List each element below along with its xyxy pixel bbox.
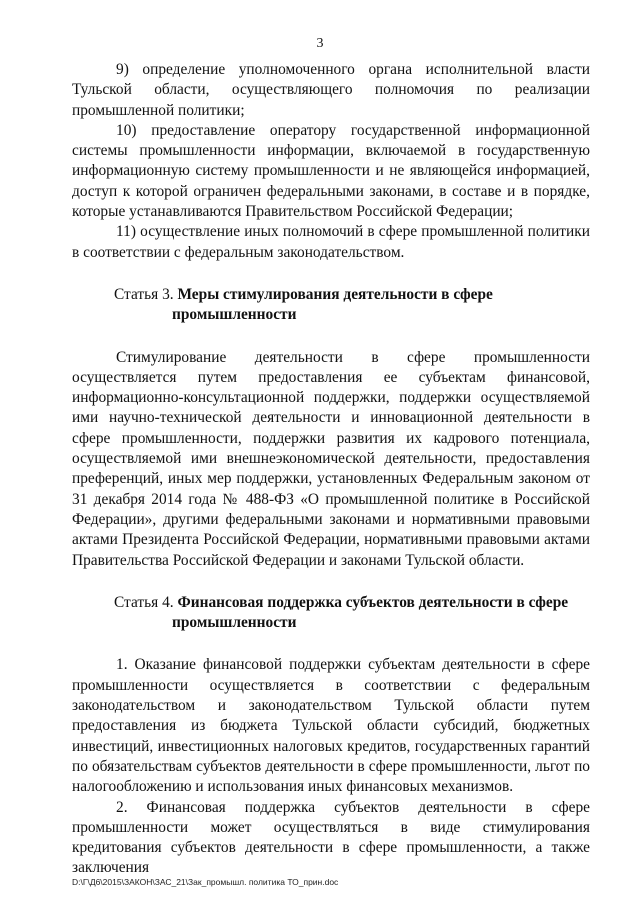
article-4-heading: [72, 593, 590, 634]
list-item: 10) предоставление оператору государственной информационной системы промышленности информации, включаемой в государственную информационную систему промышленности и не являющейся информацией, доступ к которой ограничен федеральными законами, в составе и в порядке, которые устанавливаются Правительством Российской Федерации;: [72, 121, 590, 221]
article-4-paragraph-1: 1. Оказание финансовой поддержки субъектам деятельности в сфере промышленности осуществляется в соответствии с федеральным законодательством и законодательством Тульской области путем предоставления из бюджета Тульской области субсидий, бюджетных инвестиций, инвестиционных налоговых кредитов, государственных гарантий по обязательствам субъектов деятельности в сфере промышленности, льгот по налогообложению и использования иных финансовых механизмов.: [72, 656, 590, 796]
article-4-paragraph-2: 2. Финансовая поддержка субъектов деятельности в сфере промышленности может осуществляться в виде стимулирования кредитования субъектов деятельности в сфере промышленности, а также заключения: [72, 798, 590, 877]
list-item: 11) осуществление иных полномочий в сфере промышленной политики в соответствии с федеральным законодательством.: [72, 223, 590, 261]
article-4-title-cont: промышленности: [172, 614, 297, 632]
article-3-title: Меры стимулирования деятельности в сфере: [177, 285, 493, 303]
list-item: 9) определение уполномоченного органа исполнительной власти Тульской области, осуществляющего полномочия по реализации промышленной политики;: [72, 61, 590, 119]
article-4-prefix: Статья 4.: [114, 593, 174, 611]
article-3-text: Стимулирование деятельности в сфере промышленности осуществляется путем предоставления ее субъектам финансовой, информационно-консультационной поддержки, поддержки осуществляемой ими научно-технической деятельности и инновационной деятельности в сфере промышленности, поддержки развития их кадрового потенциала, осуществляемой ими внешнеэкономической деятельности, предоставления преференций, иных мер поддержки, установленных Федеральным законом от 31 декабря 2014 года № 488-ФЗ «О промышленной политике в Российской Федерации», другими федеральными законами и нормативными правовыми актами Президента Российской Федерации, нормативными правовыми актами Правительства Российской Федерации и законами Тульской области.: [72, 348, 590, 569]
article-3-title-cont: промышленности: [172, 306, 297, 324]
document-body: [72, 60, 590, 879]
page-number: 3: [316, 36, 324, 51]
article-3-heading: [72, 285, 590, 326]
article-4-title: Финансовая поддержка субъектов деятельности в сфере: [177, 593, 569, 611]
file-path-footer: D:\Г\Д6\2015\ЗАКОН\ЗАС_21\Зак_промышл. политика ТО_прин.doc: [72, 877, 339, 887]
article-3-prefix: Статья 3.: [114, 285, 174, 303]
